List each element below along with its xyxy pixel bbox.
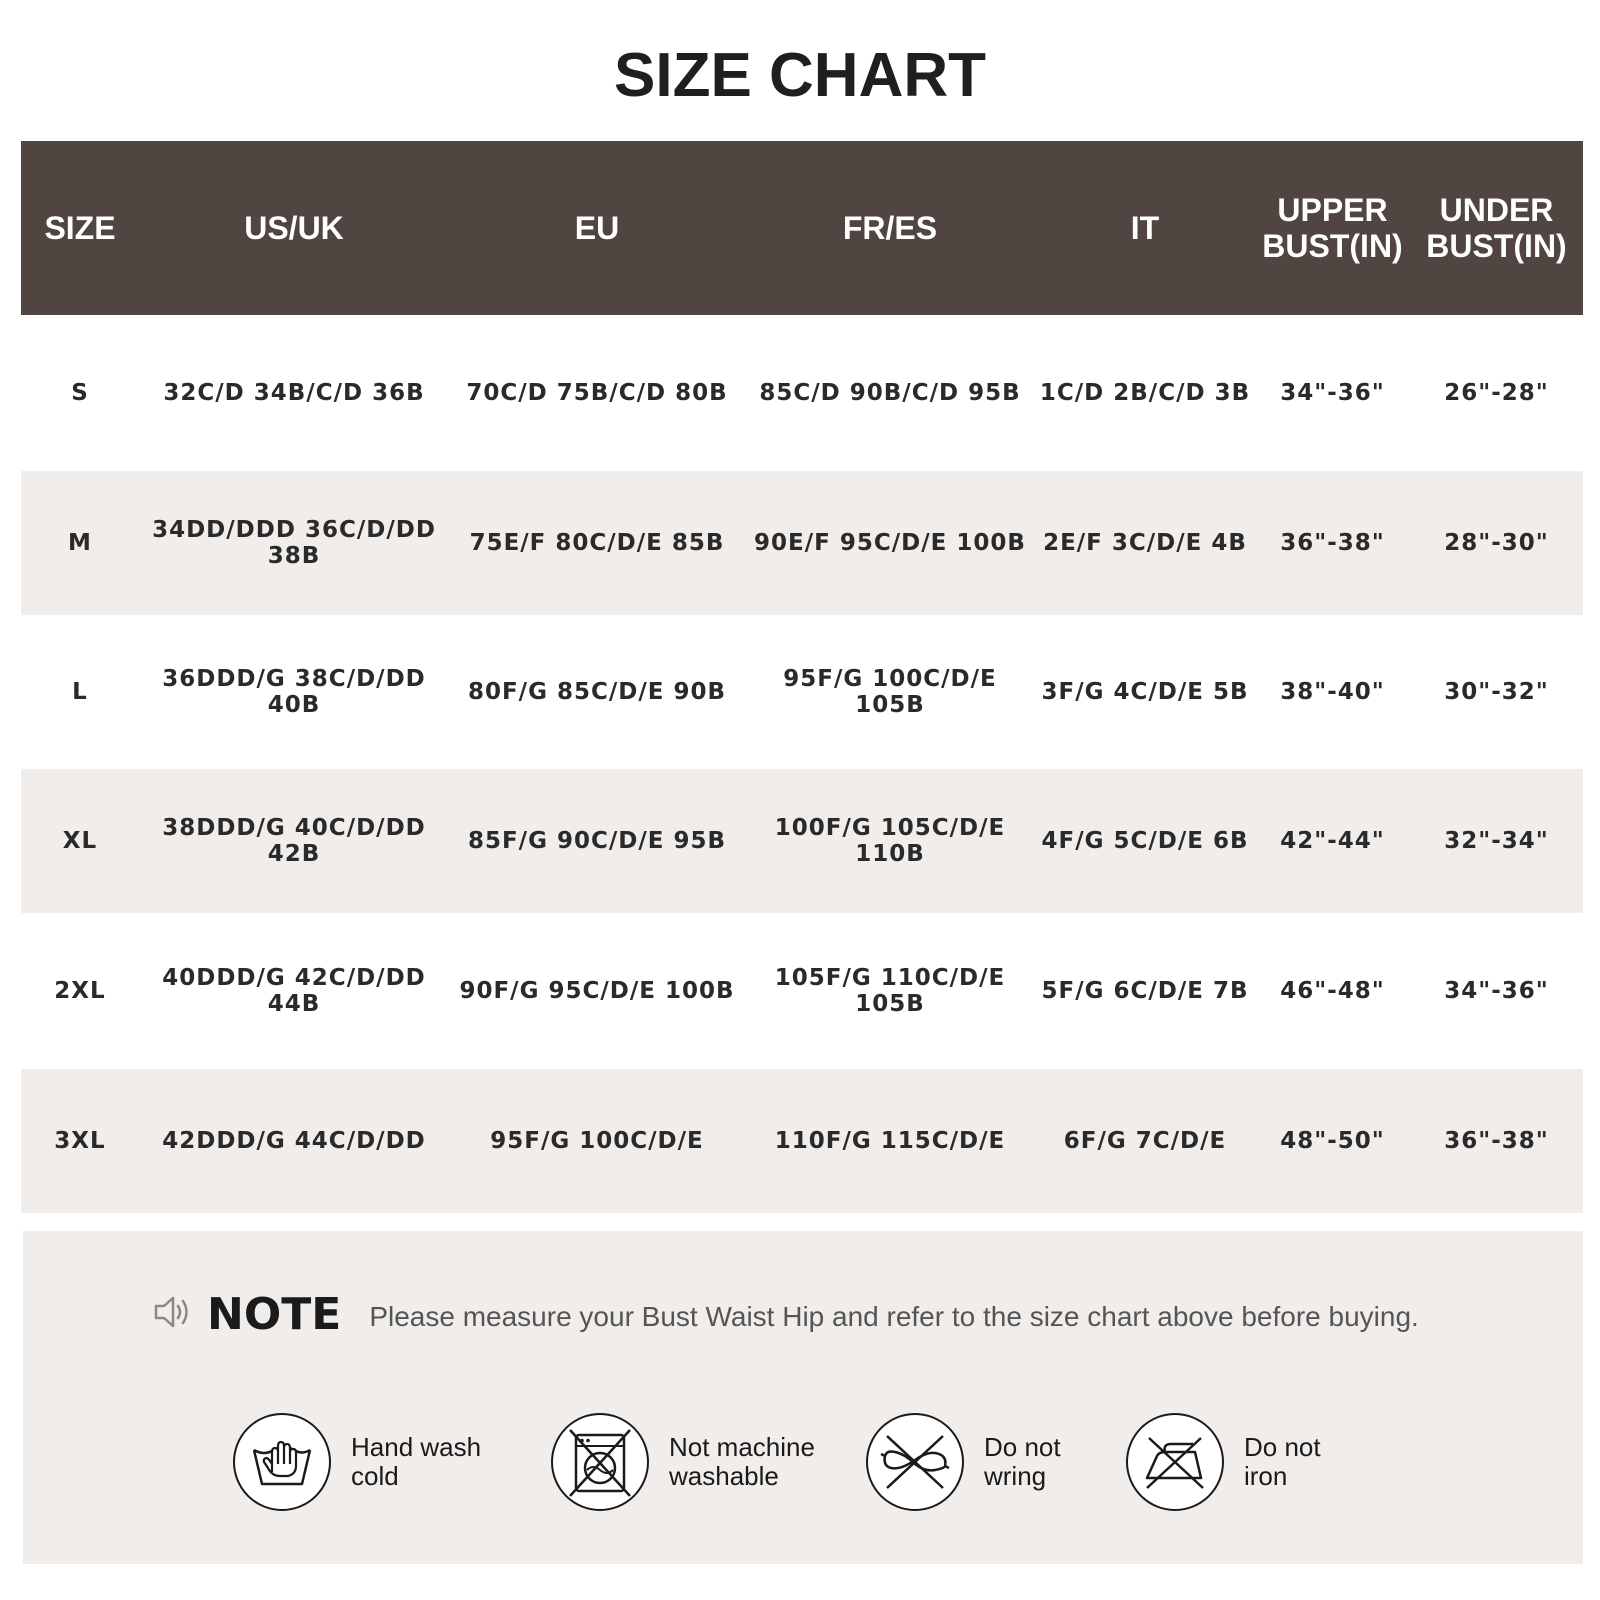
cell-upper-bust: 42"-44" xyxy=(1280,828,1385,854)
cell-fr-es: 95F/G 100C/D/E 105B xyxy=(783,666,997,718)
size-table xyxy=(21,141,1583,1213)
table-row xyxy=(21,315,1583,471)
header-eu: EU xyxy=(574,210,620,246)
care-label-line2: iron xyxy=(1244,1461,1288,1491)
cell-size: S xyxy=(71,380,89,406)
care-item-hand-wash xyxy=(233,1413,521,1511)
care-item-no-machine-wash xyxy=(551,1413,839,1511)
cell-under-bust: 28"-30" xyxy=(1444,530,1549,556)
note-header xyxy=(153,1289,1419,1340)
cell-us-uk: 42DDD/G 44C/D/DD xyxy=(162,1128,426,1154)
header-fr-es: FR/ES xyxy=(842,210,938,246)
cell-eu: 85F/G 90C/D/E 95B xyxy=(467,828,727,854)
cell-under-bust: 36"-38" xyxy=(1444,1128,1549,1154)
no-wring-icon xyxy=(866,1413,964,1511)
cell-upper-bust: 48"-50" xyxy=(1280,1128,1385,1154)
header-it: IT xyxy=(1130,210,1160,246)
cell-under-bust: 34"-36" xyxy=(1444,978,1549,1004)
care-label-line1: Not machine xyxy=(669,1432,815,1462)
cell-upper-bust: 38"-40" xyxy=(1280,679,1385,705)
care-item-no-iron xyxy=(1126,1413,1414,1511)
cell-size: L xyxy=(72,679,88,705)
cell-eu: 90F/G 95C/D/E 100B xyxy=(459,978,735,1004)
cell-us-uk: 34DD/DDD 36C/D/DD 38B xyxy=(152,517,436,569)
note-title: NOTE xyxy=(207,1289,342,1340)
care-label xyxy=(351,1433,521,1491)
cell-it: 4F/G 5C/D/E 6B xyxy=(1041,828,1249,854)
header-upper-bust: UPPER BUST(IN) xyxy=(1262,192,1403,264)
cell-it: 2E/F 3C/D/E 4B xyxy=(1043,530,1247,556)
cell-under-bust: 30"-32" xyxy=(1444,679,1549,705)
cell-eu: 95F/G 100C/D/E xyxy=(490,1128,704,1154)
cell-eu: 80F/G 85C/D/E 90B xyxy=(467,679,727,705)
care-label xyxy=(1244,1433,1414,1491)
cell-fr-es: 110F/G 115C/D/E xyxy=(774,1128,1006,1154)
cell-size: 2XL xyxy=(54,978,106,1004)
cell-it: 5F/G 6C/D/E 7B xyxy=(1041,978,1249,1004)
header-under-bust: UNDER BUST(IN) xyxy=(1426,192,1567,264)
cell-fr-es: 85C/D 90B/C/D 95B xyxy=(759,380,1021,406)
cell-under-bust: 26"-28" xyxy=(1444,380,1549,406)
table-row xyxy=(21,471,1583,615)
care-label-line1: Hand wash xyxy=(351,1432,482,1462)
cell-upper-bust: 34"-36" xyxy=(1280,380,1385,406)
page-title: SIZE CHART xyxy=(614,41,986,110)
care-label-line1: Do not xyxy=(984,1432,1061,1462)
care-label-line1: Do not xyxy=(1244,1432,1321,1462)
table-row xyxy=(21,913,1583,1069)
cell-us-uk: 38DDD/G 40C/D/DD 42B xyxy=(162,815,426,867)
cell-upper-bust: 46"-48" xyxy=(1280,978,1385,1004)
cell-us-uk: 32C/D 34B/C/D 36B xyxy=(163,380,425,406)
cell-size: 3XL xyxy=(54,1128,106,1154)
cell-under-bust: 32"-34" xyxy=(1444,828,1549,854)
care-label-line2: cold xyxy=(351,1461,399,1491)
cell-fr-es: 100F/G 105C/D/E 110B xyxy=(774,815,1006,867)
care-label-line2: wring xyxy=(984,1461,1047,1491)
care-item-no-wring xyxy=(866,1413,1154,1511)
table-row xyxy=(21,769,1583,913)
cell-size: XL xyxy=(62,828,98,854)
cell-it: 6F/G 7C/D/E xyxy=(1063,1128,1227,1154)
note-panel xyxy=(23,1231,1583,1564)
table-row xyxy=(21,615,1583,769)
no-machine-wash-icon xyxy=(551,1413,649,1511)
cell-it: 1C/D 2B/C/D 3B xyxy=(1039,380,1251,406)
cell-size: M xyxy=(68,530,92,556)
care-label-line2: washable xyxy=(669,1461,779,1491)
note-text: Please measure your Bust Waist Hip and refer to the size chart above before buying. xyxy=(369,1300,1419,1332)
care-label xyxy=(669,1433,839,1491)
cell-us-uk: 40DDD/G 42C/D/DD 44B xyxy=(162,965,426,1017)
header-us-uk: US/UK xyxy=(244,210,344,246)
table-row xyxy=(21,1069,1583,1213)
cell-us-uk: 36DDD/G 38C/D/DD 40B xyxy=(162,666,426,718)
speaker-icon xyxy=(153,1294,193,1335)
table-header xyxy=(21,141,1583,315)
cell-eu: 75E/F 80C/D/E 85B xyxy=(469,530,725,556)
cell-upper-bust: 36"-38" xyxy=(1280,530,1385,556)
cell-it: 3F/G 4C/D/E 5B xyxy=(1041,679,1249,705)
header-size: SIZE xyxy=(44,210,116,246)
no-iron-icon xyxy=(1126,1413,1224,1511)
cell-fr-es: 105F/G 110C/D/E 105B xyxy=(774,965,1006,1017)
cell-eu: 70C/D 75B/C/D 80B xyxy=(466,380,728,406)
hand-wash-icon xyxy=(233,1413,331,1511)
cell-fr-es: 90E/F 95C/D/E 100B xyxy=(754,530,1026,556)
